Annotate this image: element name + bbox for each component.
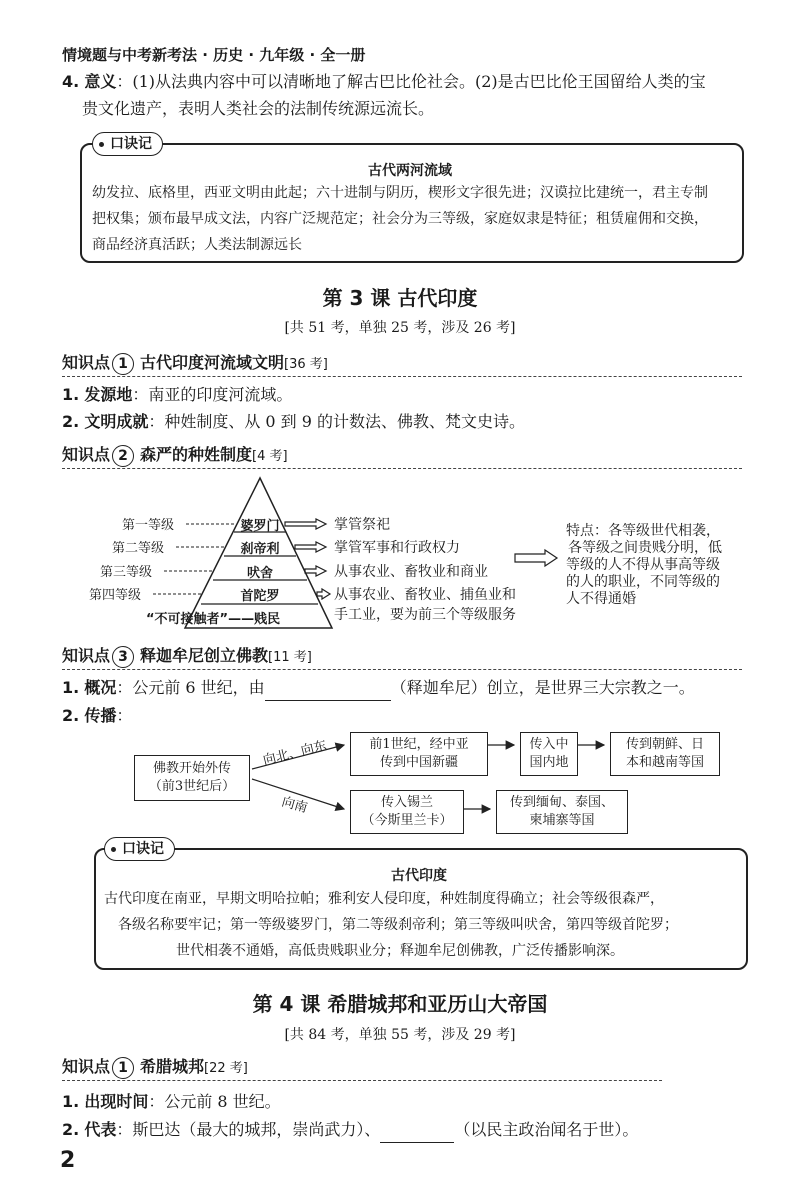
fill-blank[interactable] [265,676,391,701]
flow-box: 传入中 国内地 [520,732,578,776]
caste-duty: 从事农业、畜牧业、捕鱼业和 [334,587,516,603]
caste-name: 吠舍 [246,566,273,581]
list-item: 1. 概况：公元前 6 世纪，由 （释迦牟尼）创立，是世界三大宗教之一。 [62,676,695,701]
mnemonic-title: 古代印度 [391,868,447,884]
lesson-stats: [共 51 考，单独 25 考，涉及 26 考] [284,320,516,336]
mnemonic-line: 古代印度在南亚，早期文明哈拉帕；雅利安人侵印度，种姓制度得确立；社会等级很森严， [104,891,664,907]
divider [62,468,742,469]
item-4-line-1 [62,70,706,94]
fill-blank[interactable] [380,1118,454,1143]
lesson-title: 第 4 课 希腊城邦和亚历山大帝国 [252,992,548,1016]
flow-box: 前1世纪，经中亚 传到中国新疆 [350,732,488,776]
knowledge-point-heading: 知识点 1 希腊城邦[22 考] [62,1054,248,1082]
caste-features: 特点：各等级世代相袭， 各等级之间贵贱分明，低 等级的人不得从事高等级 的人的职业，不同等级的 人不得通婚 [566,523,722,607]
knowledge-point-heading: 知识点 3 释迦牟尼创立佛教[11 考] [62,643,312,671]
kp-number: 2 [112,445,134,467]
list-item: 2. 代表：斯巴达（最大的城邦，崇尚武力）、 （以民主政治闻名于世）。 [62,1118,638,1143]
flow-box: 传到缅甸、泰国、 柬埔寨等国 [496,790,628,834]
running-head: 情境题与中考新考法 · 历史 · 九年级 · 全一册 [62,46,366,64]
kp-number: 3 [112,646,134,668]
caste-level: 第一等级 [122,518,175,533]
divider [62,669,742,670]
caste-duty: 从事农业、畜牧业和商业 [334,564,488,580]
kp-number: 1 [112,1057,134,1079]
lesson-stats: [共 84 考，单独 55 考，涉及 29 考] [284,1027,516,1043]
caste-level: 第四等级 [89,588,142,603]
item-4-line-2: 贵文化遗产，表明人类社会的法制传统源远流长。 [82,99,435,118]
caste-level: 第二等级 [112,541,165,556]
flow-start-box: 佛教开始外传 （前3世纪后） [134,755,250,801]
caste-duty: 掌管祭祀 [334,517,390,533]
item-label: 意义 [84,72,117,91]
list-item: 1. 发源地：南亚的印度河流域。 [62,385,293,404]
page-number: 2 [60,1148,76,1173]
mnemonic-line: 把权集；颁布最早成文法，内容广泛规范定；社会分为三等级，家庭奴隶是特征；租赁雇佣和交换， [92,211,708,227]
caste-name: 首陀罗 [240,589,280,604]
caste-bottom-label: “不可接触者”——贱民 [146,612,281,627]
flow-south-label: 向南 [279,794,310,817]
mnemonic-line: 各级名称要牢记；第一等级婆罗门，第二等级刹帝利；第三等级叫吠舍，第四等级首陀罗； [118,917,678,933]
list-item: 2. 文明成就：种姓制度、从 0 到 9 的计数法、佛教、梵文史诗。 [62,412,526,431]
mnemonic-line: 世代相袭不通婚，高低贵贱职业分；释迦牟尼创佛教，广泛传播影响深。 [176,943,624,959]
list-item: 2. 传播： [62,706,133,725]
mnemonic-line: 商品经济真活跃；人类法制源远长 [92,237,302,253]
flow-box: 传到朝鲜、日 本和越南等国 [610,732,720,776]
caste-name: 婆罗门 [240,519,280,534]
item-text: ：(1)从法典内容中可以清晰地了解古巴比伦社会。(2)是古巴比伦王国留给人类的宝 [116,72,706,91]
flow-box: 传入锡兰 （今斯里兰卡） [350,790,464,834]
knowledge-point-heading: 知识点 1 古代印度河流域文明[36 考] [62,350,328,378]
mnemonic-tag: 口诀记 [104,837,175,861]
caste-level: 第三等级 [100,565,153,580]
caste-name: 刹帝利 [240,542,280,557]
flow-north-label: 向北、向东 [261,738,329,769]
list-item: 1. 出现时间：公元前 8 世纪。 [62,1092,281,1111]
mnemonic-title: 古代两河流域 [368,163,452,179]
knowledge-point-heading: 知识点 2 森严的种姓制度[4 考] [62,442,288,470]
mnemonic-line: 幼发拉、底格里，西亚文明由此起；六十进制与阴历，楔形文字很先进；汉谟拉比建统一，君主专制 [92,185,708,201]
caste-duty: 掌管军事和行政权力 [334,540,460,556]
divider [62,1080,662,1081]
divider [62,376,742,377]
caste-duty: 手工业，要为前三个等级服务 [334,607,516,623]
lesson-title: 第 3 课 古代印度 [322,286,478,310]
kp-number: 1 [112,353,134,375]
item-number: 4. [62,72,80,91]
mnemonic-tag: 口诀记 [92,132,163,156]
